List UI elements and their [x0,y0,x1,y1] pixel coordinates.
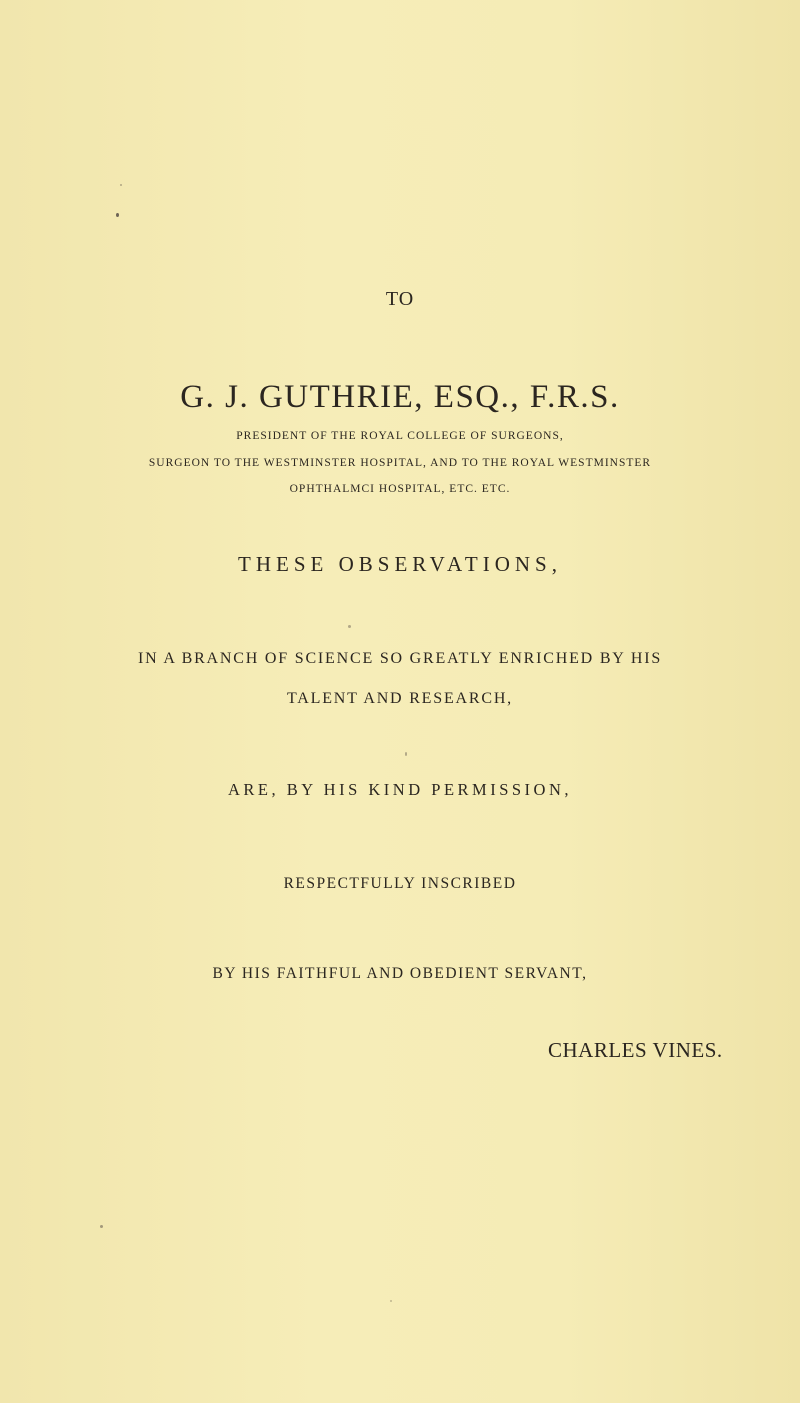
paper-speck [390,1300,392,1302]
observations-heading: THESE OBSERVATIONS, [238,552,562,576]
paper-speck [116,213,119,217]
branch-line-1: IN A BRANCH OF SCIENCE SO GREATLY ENRICHED BY HIS [137,650,663,667]
dedicatee-title-line-3: OPHTHALMCI HOSPITAL, ETC. ETC. [289,483,511,495]
dedication-to: TO [385,288,415,310]
servant-line: BY HIS FAITHFUL AND OBEDIENT SERVANT, [212,965,588,982]
paper-speck [120,184,122,186]
author-signature: CHARLES VINES. [548,1038,723,1062]
paper-speck [405,752,407,756]
dedicatee-title-line-2: SURGEON TO THE WESTMINSTER HOSPITAL, AND TO THE ROYAL WESTMINSTER [148,457,652,469]
branch-line-2: TALENT AND RESEARCH, [287,690,513,707]
inscribed-line: RESPECTFULLY INSCRIBED [283,875,517,892]
dedicatee-title-line-1: PRESIDENT OF THE ROYAL COLLEGE OF SURGEONS, [236,430,564,442]
dedicatee-name: G. J. GUTHRIE, ESQ., F.R.S. [180,379,620,415]
paper-speck [100,1225,103,1228]
permission-line: ARE, BY HIS KIND PERMISSION, [228,780,572,799]
paper-speck [348,625,351,628]
